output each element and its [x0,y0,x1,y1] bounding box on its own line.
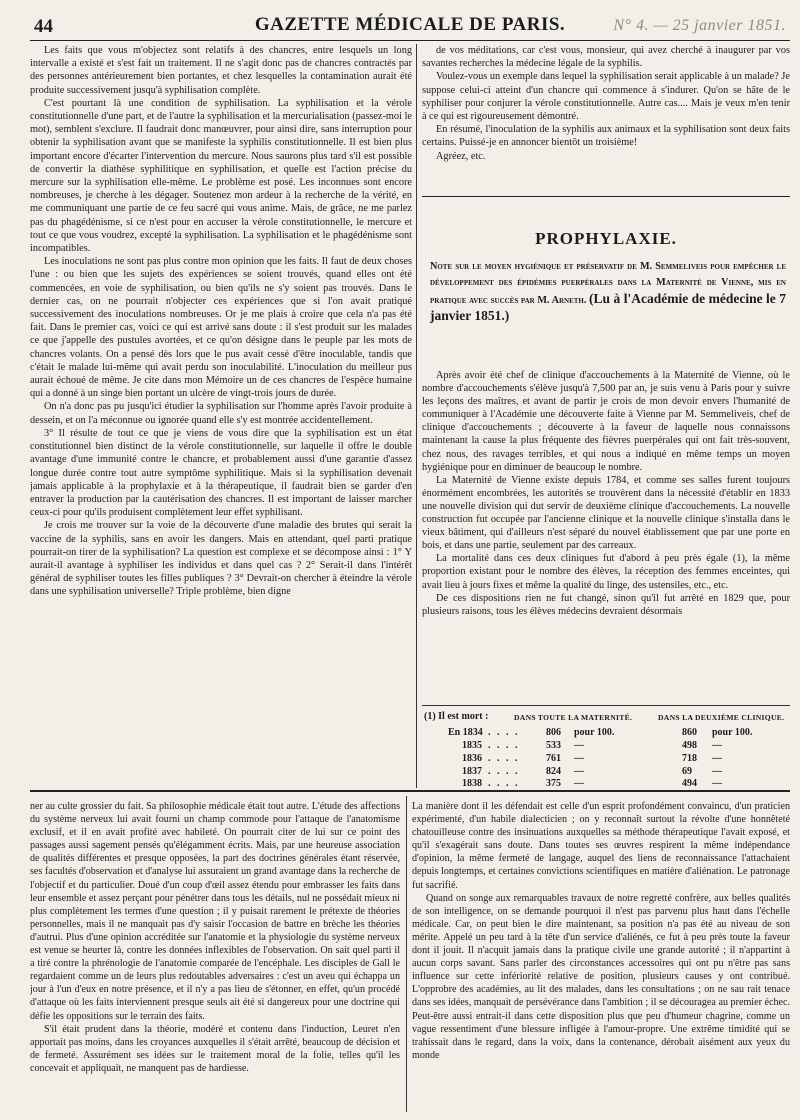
left-column [30,44,412,788]
clinic-rate: 498 [682,740,697,751]
paragraph: Les faits que vous m'objectez sont relatifs à des chancres, entre lesquels un long intervalle a existé et s'est fait un traitement. Il ne s'agit donc pas de chancres contractés par des personnes antérieurement bien portantes, et chez lesquelles la contamination aurait été produite successivement jusqu'à syphilisation complète. [30,45,412,96]
paragraph: La manière dont il les défendait est celle d'un esprit profondément convaincu, d'un praticien expérimenté, d'un habile dialecticien ; on y reconnaît surtout la révolte d'une honnêteté chatouilleuse contre des insinuations auxquelles sa méthode thérapeutique l'avait exposé, et qu'il s'exagérait sans doute. Dans toutes ses œuvres respirent la même indépendance d'opinion, la même fermeté de langage, auquel des liens de reconnaissance l'attachaient depuis longtemps, et certaines convictions scientifiques en matière d'aliénation. Le patronage fut sacrifié. [412,801,790,891]
footnote-column-header: DANS LA DEUXIÈME CLINIQUE. [658,713,785,722]
article-body [422,369,790,703]
paragraph: On n'a donc pas pu jusqu'ici étudier la syphilisation sur l'homme après l'avoir produite à dessein, et on l'a méconnue ou ignorée quand elle s'y est montrée accidentellement. [30,401,412,426]
unit: — [574,740,584,751]
paragraph: La mortalité dans ces deux cliniques fut d'abord à peu près égale (1), la même proportion existant pour le nombre des élèves, la réception des femmes enceintes, qui avait lieu à jours fixes et même la qualité du linge, des ustensiles, etc., etc. [422,553,790,591]
paragraph: de vos méditations, car c'est vous, monsieur, qui avez cherché à inaugurer par vos savantes recherches la médecine légale de la syphilis. [422,45,790,70]
subtitle-text: Note sur le moyen hygiénique et préservatif de M. Semmeliveis pour empêcher le développement des épidémies puerpérales dans la Maternité de Vienne, mis en pratique avec succès par M. Arneth. [430,261,786,306]
unit: — [574,753,584,764]
year: 1838 [462,778,482,789]
paragraph: Les inoculations ne sont pas plus contre mon opinion que les faits. Il faut de deux choses l'une : ou bien que les sujets des expériences se soient trouvés, quand elles ont été commencées, en voie de syphilisation, ou bien qu'ils ne s'y soient pas trouvés. Dans le dernier cas, on ne pourrait n'objecter ces expériences que si l'on avait pratiqué successivement des inoculations nombreuses. Or je me plais à croire que cela n'a pas été fait. Dans le premier cas, voici ce qui est arrivé sans doute : il s'est produit sur les malades ce que j'appelle des pustules avortées, et ce qu'on désigne dans le peuple par les mots de chancres volants. On a pensé dès lors que le pus avait cessé d'être inoculable, tandis que c'était le malade lui-même qui avait perdu son inoculabilité. L'inoculation du meilleur pus aurait échoué de même. Je cite dans mon Mémoire un de ces chancres de l'espèce humaine qui a donné à un singe bien portant un ulcère de vingt-trois jours de durée. [30,256,412,400]
unit: pour 100. [574,727,615,738]
leader-dots: . . . . [488,753,520,764]
bottom-right-column [412,800,790,1114]
year: 1835 [462,740,482,751]
maternity-rate: 824 [546,766,561,777]
leader-dots: . . . . [488,778,520,789]
journal-title: GAZETTE MÉDICALE DE PARIS. [254,14,566,35]
leader-dots: . . . . [488,727,520,738]
leader-dots: . . . . [488,766,520,777]
page-header [30,14,790,41]
year: 1837 [462,766,482,777]
column-divider [406,796,407,1112]
issue-date: N° 4. — 25 janvier 1851. [613,17,786,34]
article-subtitle [430,259,786,326]
leader-dots: . . . . [488,740,520,751]
section-title: PROPHYLAXIE. [535,229,677,248]
maternity-rate: 806 [546,727,561,738]
maternity-rate: 533 [546,740,561,751]
unit: — [574,766,584,777]
clinic-rate: 718 [682,753,697,764]
paragraph: En résumé, l'inoculation de la syphilis aux animaux et la syphilisation sont deux faits certains. Puissé-je en annoncer bientôt un troisième! [422,124,790,149]
clinic-rate: 860 [682,727,697,738]
subtitle-reading-note: (Lu à l'Académie de médecine le 7 janvier 1851.) [430,290,787,324]
maternity-rate: 375 [546,778,561,789]
clinic-rate: 494 [682,778,697,789]
footnote-column-header: DANS TOUTE LA MATERNITÉ. [514,713,633,722]
unit: — [712,753,722,764]
unit: pour 100. [712,727,753,738]
right-column [422,44,790,189]
unit: — [712,778,722,789]
column-divider [416,44,417,788]
paragraph: ner au culte grossier du fait. Sa philosophie médicale était tout autre. L'étude des affections du système nerveux lui avait fourni un champ commode pour l'attaque de l'anatomisme exclusif, et il en avait profité avec habileté. On pourrait citer de lui sur ce point des passages aussi sagement pensés qu'élégamment écrits. Mais, par une heureuse association de qualités différentes et presque opposées, la part des doctrines générales étant réservée, ses facultés d'observation et d'analyse lui assuraient un grand avantage dans la recherche de l'objectif et du particulier. Doué d'un coup d'œil assez étendu pour embrasser les faits dans leur ensemble et assez perçant pour pénétrer dans tous les détails, nul ne possédait mieux ni plus complètement les termes d'une question ; il y puisait rarement le prétexte de théories personnelles, mais il ne manquait pas d'y saisir l'occasion de battre en brèche les théories d'autrui. Plus d'une opinion accréditée sur l'anatomie et la physiologie du système nerveux est venue se heurter là, contre les données inflexibles de l'observation. On sait quel parti il a tiré contre la phrénologie de l'anatomie comparée de l'encéphale. Les disciples de Gall le regardaient comme un de leurs plus redoutables adversaires : c'est un aveu qui échappa un jour à l'un d'eux en notre présence, et il n'y a pas lieu de s'étonner, en effet, qu'un procédé d'attaque où les faits interviennent presque seuls ait été si dangereux pour une doctrine qui défie les oppositions sur le terrain des faits. [30,801,400,1022]
paragraph: De ces dispositions rien ne fut changé, sinon qu'il fut arrêté en 1829 que, pour plusieurs raisons, tous les élèves médecins devraient désormais [422,592,790,617]
page-number: 44 [34,16,53,37]
section-divider [30,790,790,792]
paragraph: Je crois me trouver sur la voie de la découverte d'une maladie des brutes qui serait la vaccine de la syphilis, sans en avoir les dangers. Mais en attendant, quel parti pratique pourrait-on tirer de la syphilisation? La question est complexe et se décompose ainsi : 1° Y aurait-il avantage à syphiliser les individus et dans quel cas ? 2° Serait-il dans l'intérêt général de syphiliser toutes les filles publiques ? 3° Devrait-on chercher à éteindre la vérole dans une syphilisation universelle? Triple problème, bien digne [30,520,412,598]
paragraph: S'il était prudent dans la théorie, modéré et contenu dans l'induction, Leuret n'en apportait pas moins, dans les croyances auxquelles il s'était arrêté, beaucoup de décision et de fermeté. Assurément ses idées sur le traitement moral de la folie, telles qu'il les concevait et appliquait, ne manquent pas de hardiesse. [30,1023,400,1074]
year: 1836 [462,753,482,764]
clinic-rate: 69 [682,766,692,777]
footnote-title: (1) Il est mort : [424,711,489,722]
bottom-left-column [30,800,400,1114]
paragraph: C'est pourtant là une condition de syphilisation. La syphilisation et la vérole constitutionnelle d'une part, et de l'autre la syphilisation et la mercurialisation (passez-moi le mot), semblent s'exclure. Il faudrait donc manœuvrer, pour ainsi dire, sans interruption pour obtenir la syphilisation avant que se manifeste la syphilis constitutionnelle. Il est bien plus important encore d'écarter l'intervention du mercure. Nous saurons plus tard s'il est possible de convertir la diathèse syphilitique en syphilisation, et quelle est l'action précise du mercure sur la syphilisation elle-même. Le problème est posé. Les inconnues sont encore nombreuses, je cherche à les dégager. Soutenez mon ardeur à la recherche de la vérité, en me communiquant une partie de ce feu sacré qui vous anime. Mais, de grâce, ne me parlez pas du phagédénisme, si ce n'est pour en accuser la vérole constitutionnelle, le mercure et tout ce que vous voudrez, excepté la syphilisation. La syphilisation et le phagédénisme sont incompatibles. [30,97,412,255]
paragraph: Voulez-vous un exemple dans lequel la syphilisation serait applicable à un malade? Je suppose celui-ci atteint d'un chancre qui commence à s'indurer. Qu'on se hâte de le syphiliser pour conjurer la vérole constitutionnelle. Autre cas.... Mais je veux m'en tenir à ce qui est rigoureusement démontré. [422,71,790,123]
paragraph: La Maternité de Vienne existe depuis 1784, et comme ses salles furent toujours énormément encombrées, les autorités se trouvèrent dans la nécessité d'établir en 1833 une nouvelle division qui dut servir de deuxième clinique d'accouchements. La nouvelle construction fut occupée par l'ancienne clinique et la nouvelle clinique s'installa dans le vieux bâtiment, qui d'ailleurs n'est séparé du nouvel établissement que par une porte en bois, et dans une partie, seulement par des carreaux. [422,474,790,552]
paragraph: Agréez, etc. [436,150,486,162]
year: En 1834 [448,727,483,738]
paragraph: Après avoir été chef de clinique d'accouchements à la Maternité de Vienne, où le nombre d'accouchements s'élève jusqu'à 7,500 par an, je suis venu à Paris pour y suivre les leçons des maîtres, et avant de partir je crois de mon devoir envers l'humanité de communiquer à l'Académie une découverte faite à Vienne par M. Semmeliveis, chef de clinique d'accouchements ; découverte à la faveur de laquelle nous connaissons maintenant la cause la plus fréquente des fièvres puerpérales qui ont fait très-souvent, chez nous, des ravages terribles, et qui nous a indiqué en même temps un moyen hygiénique pour en diminuer de beaucoup le nombre. [422,370,790,473]
unit: — [574,778,584,789]
maternity-rate: 761 [546,753,561,764]
unit: — [712,766,722,777]
unit: — [712,740,722,751]
paragraph: 3° Il résulte de tout ce que je viens de vous dire que la syphilisation est un état constitutionnel bien distinct de la vérole constitutionnelle, sur laquelle il offre le double avantage d'une immunité contre le chancre, et probablement aussi d'une garantie d'assez longue durée contre tout autre symptôme syphilitique. Mais si la syphilisation devenait jamais applicable à la prophylaxie et à la thérapeutique, il faudrait bien se garder d'en entraver la production par la cautérisation des chancres. Il est important de laisser marcher ceux-ci pour qu'ils produisent complètement leur effet syphilisant. [30,427,412,519]
footnote-divider [422,705,790,706]
prophylaxie-article [422,196,790,787]
paragraph: Quand on songe aux remarquables travaux de notre regretté confrère, aux belles qualités de son intelligence, on se demande pourquoi il n'est pas parvenu plus haut dans l'échelle médicale. Car, on peut bien le dire maintenant, sa position n'a pas été au niveau de son mérite. Appelé un peu tard à la tête d'un service d'aliénés, ce fut à peu près toute la faveur dont il jouit. Il n'acquit jamais dans la pratique civile une grande autorité ; il n'appartint à aucun corps savant. Sans parler des circonstances accessoires qui ont pu n'être pas sans influence sur cette infériorité relative de position, plusieurs causes y ont contribué. L'opprobre des académies, au lit des malades, dans les consultations ; on ne sau rait tenace dans ses idées, manquait de persévérance dans l'ambition ; il se découragea au premier échec. Peut-être aussi entrait-il dans cette disposition plus que peu d'humeur chagrine, comme un vague ressentiment d'une blessure infligée à l'amour-propre. Une extrême timidité qui se trahissait dans le regard, dans la voix, dans la contenance, dérobait aisément aux yeux du monde [412,892,790,1061]
